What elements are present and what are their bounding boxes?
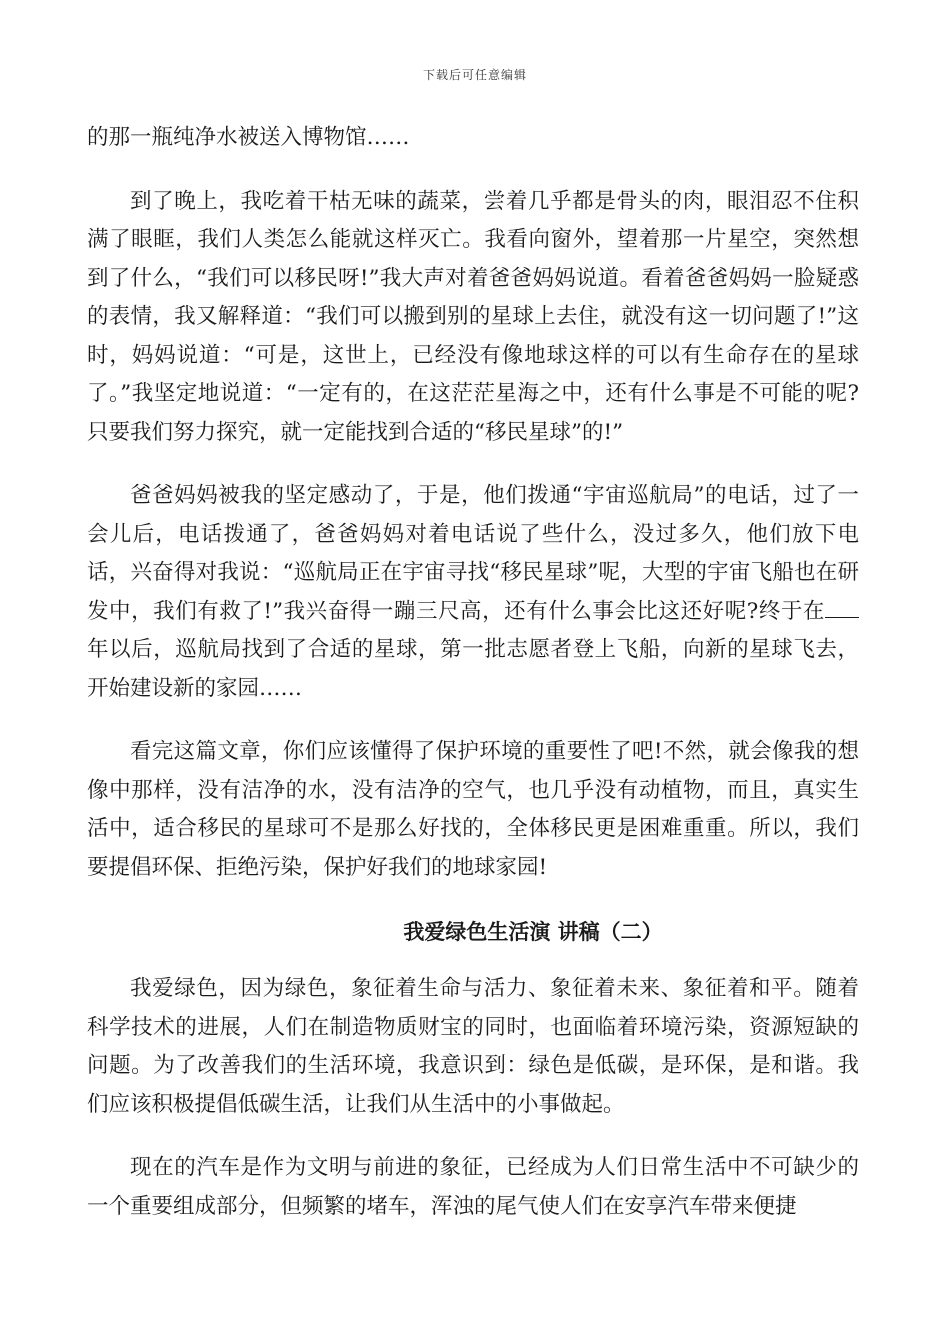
paragraph-cars: 现在的汽车是作为文明与前进的象征，已经成为人们日常生活中不可缺少的一个重要组成部分，但频繁的堵车，浑浊的尾气使人们在安享汽车带来便捷 <box>87 1155 859 1219</box>
page-header: 下载后可任意编辑 <box>422 68 527 82</box>
section-title: 我爱绿色生活演 讲稿（二） <box>403 920 663 944</box>
fill-in-blank <box>825 595 859 618</box>
paragraph-phone-call-part1: 爸爸妈妈被我的坚定感动了，于是，他们拨通“宇宙巡航局”的电话，过了一会儿后，电话拨通了，爸爸妈妈对着电话说了些什么，没过多久，他们放下电话，兴奋得对我说：“巡航局正在宇宙寻找“移民星球”呢，大型的宇宙飞船也在研发中，我们有救了!”我兴奋得一蹦三尺高，还有什么事会比这还好呢?终于在 <box>87 483 859 624</box>
paragraph-love-green: 我爱绿色，因为绿色，象征着生命与活力、象征着未来、象征着和平。随着科学技术的进展，人们在制造物质财宝的同时，也面临着环境污染，资源短缺的问题。为了改善我们的生活环境，我意识到：绿色是低碳，是环保，是和谐。我们应该积极提倡低碳生活，让我们从生活中的小事做起。 <box>87 976 859 1117</box>
document-body <box>87 119 859 1251</box>
paragraph-phone-call-part2: 年以后，巡航局找到了合适的星球，第一批志愿者登上飞船，向新的星球飞去，开始建设新的家园…… <box>87 637 859 701</box>
paragraph-conclusion: 看完这篇文章，你们应该懂得了保护环境的重要性了吧!不然，就会像我的想像中那样，没有洁净的水，没有洁净的空气，也几乎没有动植物，而且，真实生活中，适合移民的星球可不是那么好找的，全体移民更是困难重重。所以，我们要提倡环保、拒绝污染，保护好我们的地球家园! <box>87 739 859 880</box>
paragraph-evening: 到了晚上，我吃着干枯无味的蔬菜，尝着几乎都是骨头的肉，眼泪忍不住积满了眼眶，我们人类怎么能就这样灭亡。我看向窗外，望着那一片星空，突然想到了什么，“我们可以移民呀!”我大声对着爸爸妈妈说道。看着爸爸妈妈一脸疑惑的表情，我又解释道：“我们可以搬到别的星球上去住，就没有这一切问题了!”这时，妈妈说道：“可是，这世上，已经没有像地球这样的可以有生命存在的星球了。”我坚定地说道：“一定有的，在这茫茫星海之中，还有什么事是不可能的呢?只要我们努力探究，就一定能找到合适的“移民星球”的!” <box>87 188 859 445</box>
paragraph-phone-call <box>87 477 859 708</box>
paragraph-continuation: 的那一瓶纯净水被送入博物馆…… <box>87 125 410 150</box>
